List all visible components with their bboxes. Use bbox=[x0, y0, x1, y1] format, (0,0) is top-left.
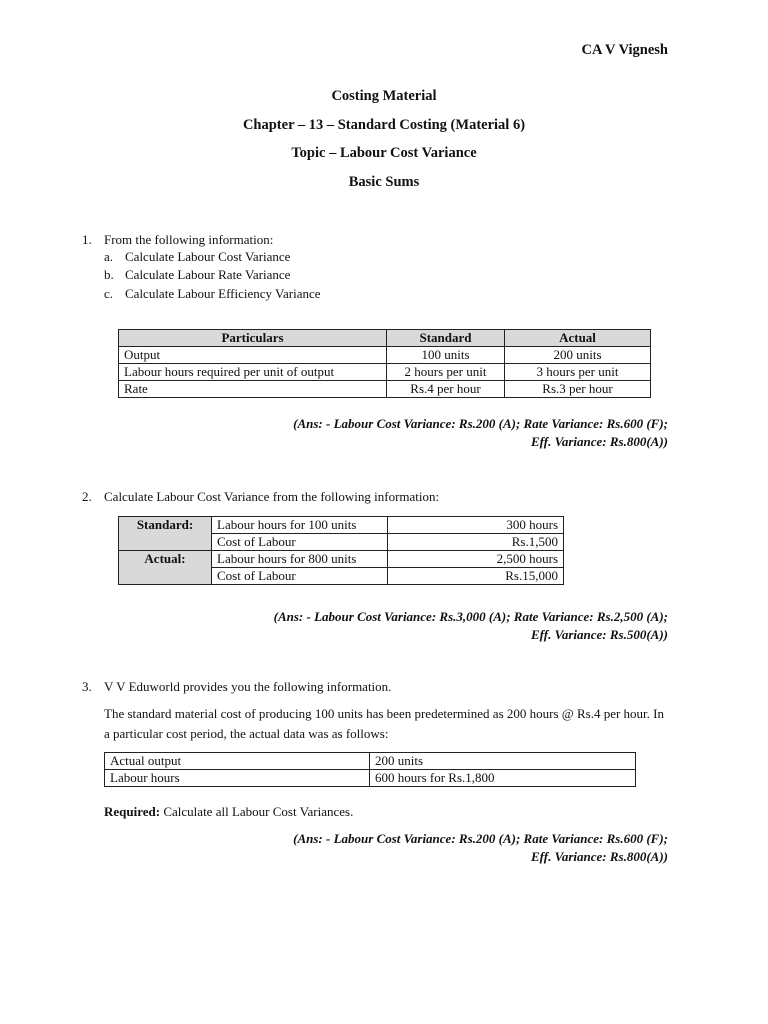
table-row bbox=[119, 551, 564, 568]
q1-table bbox=[118, 329, 651, 398]
required-label: Required: bbox=[104, 804, 161, 819]
q1-intro: From the following information: bbox=[104, 232, 274, 247]
q2-answer bbox=[274, 608, 668, 644]
group-label: Actual: bbox=[119, 551, 212, 585]
table-cell: Labour hours for 800 units bbox=[212, 551, 388, 568]
section-title: Basic Sums bbox=[348, 174, 420, 190]
author-name: CA V Vignesh bbox=[581, 42, 668, 58]
table-cell: Cost of Labour bbox=[212, 568, 388, 585]
answer-line: Eff. Variance: Rs.800(A)) bbox=[531, 434, 668, 449]
table-cell: Labour hours for 100 units bbox=[212, 517, 388, 534]
table-cell: 3 hours per unit bbox=[505, 364, 651, 381]
q2-number: 2. bbox=[82, 489, 92, 504]
table-cell: 200 units bbox=[370, 753, 636, 770]
q1-sub-text: Calculate Labour Rate Variance bbox=[125, 267, 291, 282]
q1-answer bbox=[293, 415, 668, 451]
answer-line: Eff. Variance: Rs.800(A)) bbox=[531, 849, 668, 864]
answer-line: (Ans: - Labour Cost Variance: Rs.200 (A); Rate Variance: Rs.600 (F); bbox=[293, 416, 668, 431]
answer-line: (Ans: - Labour Cost Variance: Rs.3,000 (A); Rate Variance: Rs.2,500 (A); bbox=[273, 609, 668, 624]
table-cell: Output bbox=[119, 347, 387, 364]
table-row bbox=[119, 364, 651, 381]
q2-intro: Calculate Labour Cost Variance from the following information: bbox=[104, 489, 440, 504]
topic-title: Topic – Labour Cost Variance bbox=[291, 145, 477, 161]
table-row bbox=[105, 770, 636, 787]
table-cell: 600 hours for Rs.1,800 bbox=[370, 770, 636, 787]
table-cell: 2,500 hours bbox=[388, 551, 564, 568]
q3-table bbox=[104, 752, 636, 787]
answer-line: (Ans: - Labour Cost Variance: Rs.200 (A); Rate Variance: Rs.600 (F); bbox=[293, 831, 668, 846]
table-cell: Actual output bbox=[105, 753, 370, 770]
table-cell: Cost of Labour bbox=[212, 534, 388, 551]
table-cell: 100 units bbox=[387, 347, 505, 364]
required-text: Calculate all Labour Cost Variances. bbox=[160, 804, 354, 819]
table-cell: Rs.15,000 bbox=[388, 568, 564, 585]
chapter-title: Chapter – 13 – Standard Costing (Material 6) bbox=[242, 117, 526, 133]
q3-number: 3. bbox=[82, 679, 92, 694]
q1-sub-label: c. bbox=[104, 286, 114, 301]
table-cell: Labour hours required per unit of output bbox=[119, 364, 387, 381]
q3-required bbox=[104, 804, 353, 820]
q1-sub-label: b. bbox=[104, 267, 114, 282]
table-row bbox=[119, 381, 651, 398]
column-header: Actual bbox=[505, 330, 651, 347]
column-header: Particulars bbox=[119, 330, 387, 347]
q3-paragraph: The standard material cost of producing 100 units has been predetermined as 200 hours @ Rs.4 per hour. In a particular cost period, the actual data was as follows: bbox=[104, 706, 665, 741]
table-cell: Rs.4 per hour bbox=[387, 381, 505, 398]
document-title: Costing Material bbox=[331, 88, 437, 104]
table-row bbox=[105, 753, 636, 770]
table-cell: Rate bbox=[119, 381, 387, 398]
table-row bbox=[119, 517, 564, 534]
table-cell: 300 hours bbox=[388, 517, 564, 534]
group-label: Standard: bbox=[119, 517, 212, 551]
answer-line: Eff. Variance: Rs.500(A)) bbox=[531, 627, 668, 642]
q3-answer bbox=[293, 830, 668, 866]
table-cell: Rs.1,500 bbox=[388, 534, 564, 551]
table-header-row bbox=[119, 330, 651, 347]
table-cell: 200 units bbox=[505, 347, 651, 364]
table-row bbox=[119, 347, 651, 364]
table-cell: 2 hours per unit bbox=[387, 364, 505, 381]
table-cell: Rs.3 per hour bbox=[505, 381, 651, 398]
q2-table bbox=[118, 516, 564, 585]
column-header: Standard bbox=[387, 330, 505, 347]
table-cell: Labour hours bbox=[105, 770, 370, 787]
q3-intro: V V Eduworld provides you the following information. bbox=[104, 679, 392, 694]
q1-sub-label: a. bbox=[104, 249, 114, 264]
q1-sub-text: Calculate Labour Efficiency Variance bbox=[125, 286, 321, 301]
q1-sub-text: Calculate Labour Cost Variance bbox=[125, 249, 291, 264]
q1-number: 1. bbox=[82, 232, 92, 247]
